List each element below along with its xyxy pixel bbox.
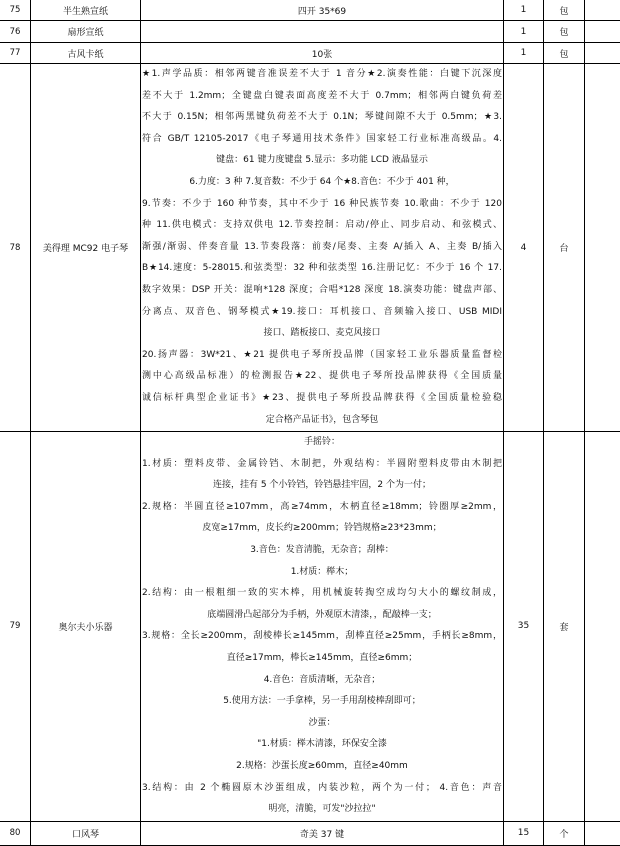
item-spec: 四开 35*69 xyxy=(141,0,504,21)
row-number: 80 xyxy=(0,821,31,845)
row-number: 75 xyxy=(0,0,31,21)
spec-line: 键盘：61 键力度键盘 5.显示：多功能 LCD 液晶显示 xyxy=(142,150,502,172)
item-name: 半生熟宣纸 xyxy=(31,0,141,21)
item-name: 口风琴 xyxy=(31,821,141,845)
spec-line: 3.音色：发音清脆，无杂音；刮棒： xyxy=(142,540,502,562)
spec-line: 9.节奏：不少于 160 种节奏，其中不少于 16 种民族节奏 10.歌曲：不少于 120 xyxy=(142,194,502,216)
spec-line: 手摇铃： xyxy=(142,432,502,454)
spec-line: ★1.声学品质：相邻两键音准误差不大于 1 音分★2.演奏性能：白键下沉深度 xyxy=(142,64,502,86)
spec-line: "1.材质：榉木清漆，环保安全漆 xyxy=(142,734,502,756)
item-unit: 套 xyxy=(544,432,585,822)
spec-line: B★14.速度：5-28015.和弦类型：32 种和弦类型 16.注册记忆：不少于 16 个 17. xyxy=(142,258,502,280)
item-quantity: 15 xyxy=(504,821,544,845)
spec-line: 连接，挂有 5 个小铃铛，铃铛悬挂牢固，2 个为一付； xyxy=(142,475,502,497)
spec-line: 2.规格：沙蛋长度≥60mm，直径≥40mm xyxy=(142,756,502,778)
item-note xyxy=(585,0,620,21)
spec-line: 1.材质：塑料皮带、金属铃铛、木制把，外观结构：半圆附塑料皮带由木制把 xyxy=(142,454,502,476)
item-name: 扇形宣纸 xyxy=(31,21,141,43)
spec-line: 符合 GB/T 12105-2017《电子琴通用技术条件》国家轻工行业标准高级品。4. xyxy=(142,129,502,151)
row-number: 77 xyxy=(0,43,31,64)
item-note xyxy=(585,43,620,64)
item-unit: 包 xyxy=(544,21,585,43)
item-note xyxy=(585,432,620,822)
row-number: 76 xyxy=(0,21,31,43)
item-unit: 包 xyxy=(544,43,585,64)
row-number: 79 xyxy=(0,432,31,822)
table-row xyxy=(0,0,620,21)
item-quantity: 1 xyxy=(504,0,544,21)
item-note xyxy=(585,64,620,432)
spec-line: 明亮，清脆，可发"沙拉拉" xyxy=(142,799,502,821)
item-name: 美得理 MC92 电子琴 xyxy=(31,64,141,432)
spec-line: 1.材质：榉木； xyxy=(142,562,502,584)
item-quantity: 1 xyxy=(504,21,544,43)
item-unit: 台 xyxy=(544,64,585,432)
spec-line: 渐强/渐弱、伴奏音量 13.节奏段落：前奏/尾奏、主奏 A/插入 A、主奏 B/插入 xyxy=(142,237,502,259)
item-name: 古风卡纸 xyxy=(31,43,141,64)
spec-line: 沙蛋： xyxy=(142,713,502,735)
spec-line: 分离点、双音色、钢琴模式★19.接口：耳机接口、音频输入接口、USB MIDI xyxy=(142,302,502,324)
item-quantity: 4 xyxy=(504,64,544,432)
spec-line: 皮宽≥17mm，皮长约≥200mm；铃铛规格≥23*23mm； xyxy=(142,518,502,540)
spec-line: 5.使用方法：一手拿棒，另一手用刮棱棒刮即可； xyxy=(142,691,502,713)
spec-line: 定合格产品证书》，包含琴包 xyxy=(142,410,502,432)
spec-line: 底端圆滑凸起部分为手柄，外观原木清漆，，配敲棒一支； xyxy=(142,605,502,627)
table-row xyxy=(0,21,620,43)
spec-line: 不大于 0.15N；相邻两黑键负荷差不大于 0.1N；琴键间隙不大于 0.5mm；★3. xyxy=(142,107,502,129)
item-quantity: 1 xyxy=(504,43,544,64)
table-row xyxy=(0,821,620,845)
spec-line: 直径≥17mm，棒长≥145mm，直径≥6mm； xyxy=(142,648,502,670)
spec-line: 数字效果：DSP 开关：混响*128 深度；合唱*128 深度 18.演奏功能：键盘声部、 xyxy=(142,280,502,302)
spec-line: 种 11.供电模式：支持双供电 12.节奏控制：启动/停止、同步启动、和弦模式、 xyxy=(142,215,502,237)
spec-line: 3.结构：由 2 个椭圆原木沙蛋组成，内装沙粒，两个为一付； 4.音色：声音 xyxy=(142,778,502,800)
spec-line: 20.扬声器：3W*21、★21 提供电子琴所投品牌（国家轻工业乐器质量监督检 xyxy=(142,345,502,367)
table-row xyxy=(0,64,620,432)
item-spec: 10张 xyxy=(141,43,504,64)
spec-line: 3.规格：全长≥200mm，刮棱棒长≥145mm，刮棒直径≥25mm，手柄长≥8mm， xyxy=(142,626,502,648)
table-row xyxy=(0,432,620,822)
item-spec: 奇美 37 键 xyxy=(141,821,504,845)
spec-line: 2.规格：半圆直径≥107mm，高≥74mm，木柄直径≥18mm；铃圈厚≥2mm， xyxy=(142,497,502,519)
spec-line: 测中心高级品标准）的检测报告★22、提供电子琴所投品牌获得《全国质量 xyxy=(142,366,502,388)
spec-line: 诚信标杆典型企业证书》★23、提供电子琴所投品牌获得《全国质量检验稳 xyxy=(142,388,502,410)
item-note xyxy=(585,21,620,43)
spec-line: 接口、踏板接口、麦克风接口 xyxy=(142,323,502,345)
item-quantity: 35 xyxy=(504,432,544,822)
row-number: 78 xyxy=(0,64,31,432)
spec-line: 4.音色：音质清晰，无杂音； xyxy=(142,670,502,692)
item-unit: 个 xyxy=(544,821,585,845)
item-spec xyxy=(141,21,504,43)
item-note xyxy=(585,821,620,845)
item-name: 奥尔夫小乐器 xyxy=(31,432,141,822)
item-spec xyxy=(141,432,504,822)
item-spec xyxy=(141,64,504,432)
item-unit: 包 xyxy=(544,0,585,21)
spec-line: 6.力度：3 种 7.复音数：不少于 64 个★8.音色：不少于 401 种， xyxy=(142,172,502,194)
table-row xyxy=(0,43,620,64)
spec-line: 差不大于 1.2mm；全键盘白键表面高度差不大于 0.7mm；相邻两白键负荷差 xyxy=(142,86,502,108)
spec-line: 2.结构：由一根粗细一致的实木棒，用机械旋转掏空成均匀大小的螺纹制成， xyxy=(142,583,502,605)
